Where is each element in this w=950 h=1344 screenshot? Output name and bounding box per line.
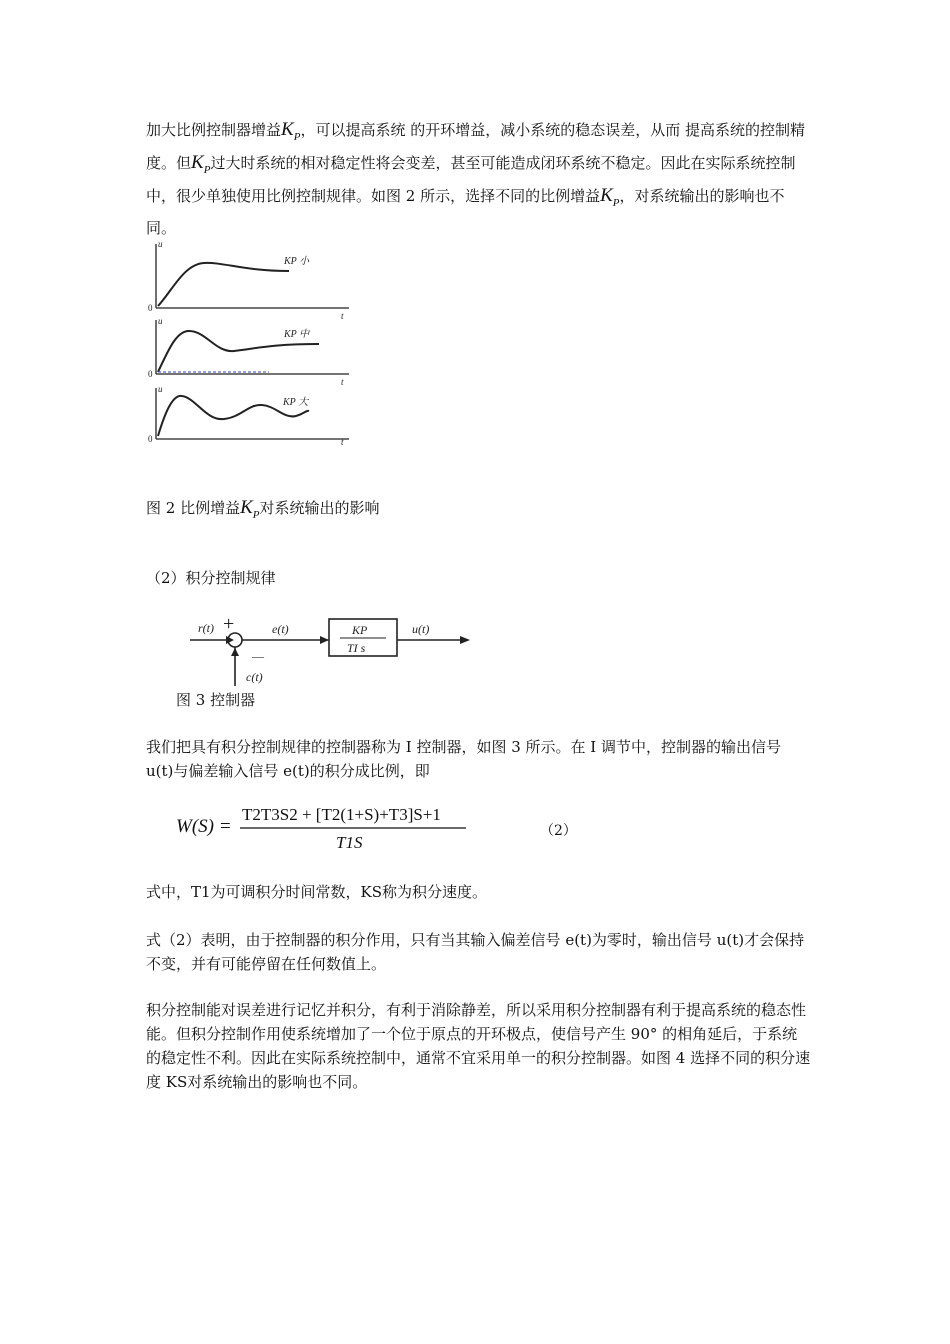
axis-t-label: t xyxy=(341,377,344,387)
axis-t-label: t xyxy=(341,437,344,447)
formula-lhs: W(S) = xyxy=(176,816,232,837)
kp-symbol-subscript: P xyxy=(293,130,301,143)
r-signal-label: r(t) xyxy=(198,621,214,635)
response-curve-small xyxy=(158,263,289,306)
equation-number: （2） xyxy=(540,823,577,839)
figure-2-caption xyxy=(146,496,811,527)
conclusion-paragraph: 积分控制能对误差进行记忆并积分，有利于消除静差，所以采用积分控制器有利于提高系统的稳态性能。但积分控制作用使系统增加了一个位于原点的开环极点，使信号产生 90° 的相角延后，于系统的稳定性不利。因此在实际系统控制中，通常不宜采用单一的积分控制器。如图 4 选择不同的积分速度 KS对系统输出的影响也不同。 xyxy=(146,1001,811,1091)
kp-symbol-letter: K xyxy=(600,184,613,206)
text-run: ，可以提高系统 的开环增益，减小系统的稳态误差，从而 提高系统的控制精度。但 xyxy=(146,121,805,172)
e-signal-label: e(t) xyxy=(272,622,289,636)
arrow-icon xyxy=(231,648,239,656)
u-signal-label: u(t) xyxy=(412,622,430,636)
kp-symbol-letter: K xyxy=(281,119,294,140)
c-signal-label: c(t) xyxy=(246,670,263,684)
axis-u-label: u xyxy=(158,384,163,394)
kp-symbol-subscript: P xyxy=(252,508,260,521)
stability-paragraph: 式（2）表明，由于控制器的积分作用，只有当其输入偏差信号 e(t)为零时，输出信号 u(t)才会保持不变，并有可能停留在任何数值上。 xyxy=(146,931,805,973)
formula-denominator: T1S xyxy=(336,833,363,852)
kp-symbol xyxy=(240,497,260,521)
kp-symbol-subscript: P xyxy=(203,163,211,176)
definition-paragraph: 式中，T1为可调积分时间常数，KS称为积分速度。 xyxy=(146,883,488,901)
controller-block-diagram xyxy=(190,608,475,688)
origin-label: 0 xyxy=(148,434,153,444)
caption-text: 图 2 比例增益 xyxy=(146,499,241,517)
kp-symbol-letter: K xyxy=(191,151,204,173)
kp-response-figure xyxy=(144,236,359,448)
text-run: 过大时系统的相对稳定性将会变差，甚至可能造成闭环系统不稳定。因此在实际系统控制中，很少单独使用比例控制规律。如图 2 所示，选择不同的比例增益 xyxy=(146,153,796,205)
arrow-icon xyxy=(460,636,470,644)
kp-symbol xyxy=(600,184,620,209)
figure-3-caption: 图 3 控制器 xyxy=(176,691,256,709)
curve-label-medium: KP 中 xyxy=(284,329,310,340)
kp-symbol-subscript: P xyxy=(612,196,620,209)
text-run: 加大比例控制器增益 xyxy=(146,121,282,139)
kp-symbol-letter: K xyxy=(240,497,253,518)
curve-label-large: KP 大 xyxy=(283,397,309,408)
caption-text: 对系统输出的影响 xyxy=(259,499,380,517)
kp-symbol xyxy=(281,119,301,143)
block-denominator: TI s xyxy=(347,641,366,655)
integral-paragraph: 我们把具有积分控制规律的控制器称为 I 控制器，如图 3 所示。在 I 调节中，控制器的输出信号 u(t)与偏差输入信号 e(t)的积分成比例，即 xyxy=(146,738,782,780)
section-title: （2）积分控制规律 xyxy=(146,569,276,587)
block-numerator: KP xyxy=(352,623,368,637)
text-run: ，对系统输出的影响也不同。 xyxy=(146,186,785,238)
minus-sign: — xyxy=(252,649,264,663)
axis-t-label: t xyxy=(341,311,344,321)
axis-u-label: u xyxy=(158,239,163,249)
arrow-icon xyxy=(320,636,329,644)
curve-label-small: KP 小 xyxy=(284,256,310,267)
axis-u-label: u xyxy=(158,316,163,326)
transfer-function-formula xyxy=(176,792,476,862)
formula-numerator: T2T3S2 + [T2(1+S)+T3]S+1 xyxy=(242,805,441,824)
plus-sign: + xyxy=(223,613,235,635)
origin-label: 0 xyxy=(148,369,153,379)
kp-symbol xyxy=(191,151,211,176)
arrow-icon xyxy=(226,636,234,644)
origin-label: 0 xyxy=(148,303,153,313)
intro-paragraph xyxy=(146,117,811,241)
